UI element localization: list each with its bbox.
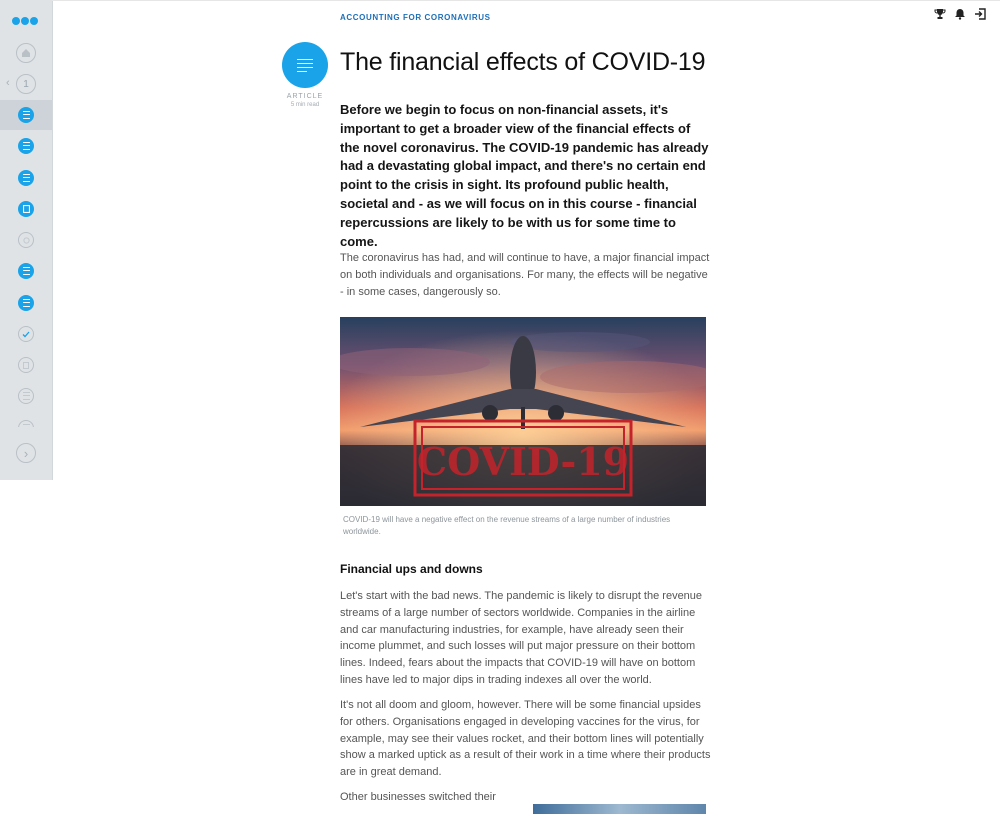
page-title: The financial effects of COVID-19 bbox=[340, 48, 706, 76]
section-heading: Financial ups and downs bbox=[340, 562, 483, 576]
article-icon bbox=[18, 107, 34, 123]
airplane-covid-illustration bbox=[340, 317, 706, 506]
article-icon bbox=[18, 263, 34, 279]
sidebar-item-article-7[interactable] bbox=[0, 413, 52, 427]
article-hero-image bbox=[340, 317, 706, 506]
sidebar-item-article-5[interactable] bbox=[0, 288, 52, 318]
sidebar-item-article-1[interactable] bbox=[0, 100, 52, 130]
header-divider bbox=[52, 0, 1000, 1]
article-intro: The coronavirus has had, and will continue to have, a major financial impact on both individuals and organisations. For many, the effects will be negative - in some cases, dangerously so. bbox=[340, 252, 710, 298]
article-lead: Before we begin to focus on non-financial assets, it's important to get a broader view of the financial effects of the novel coronavirus. The COVID-19 pandemic has already had a devastating global impact, and there's no certain end point to the crisis in sight. Its profound public health, societal and - as we will focus on in this course - financial repercussions are likely to be with us for some time to come. bbox=[340, 102, 709, 249]
covid-stamp-text: COVID-19 bbox=[416, 439, 630, 484]
module-number-indicator[interactable]: 1 bbox=[16, 74, 36, 94]
quiz-icon bbox=[18, 232, 34, 248]
sidebar-item-article-2[interactable] bbox=[0, 131, 52, 161]
image-caption: COVID-19 will have a negative effect on the revenue streams of a large number of industries worldwide. bbox=[343, 515, 671, 536]
chevron-right-icon[interactable]: › bbox=[16, 443, 36, 463]
article-icon bbox=[18, 388, 34, 404]
sidebar-item-document-2[interactable] bbox=[0, 350, 52, 380]
document-icon bbox=[18, 357, 34, 373]
article-paragraph: Other businesses switched their bbox=[340, 791, 496, 803]
trophy-icon[interactable] bbox=[934, 8, 946, 22]
article-type-icon bbox=[282, 42, 328, 88]
article-paragraph: It's not all doom and gloom, however. There will be some financial upsides for others. Organisations engaged in developing vaccines for the virus, for example, may see their values rocket, and their bottom lines will potentially show a marked uptick as a result of their work in a time where their products are in great demand. bbox=[340, 699, 711, 779]
home-icon[interactable] bbox=[16, 43, 36, 63]
header-actions bbox=[934, 8, 986, 22]
article-icon bbox=[18, 138, 34, 154]
checkmark-icon bbox=[18, 326, 34, 342]
sidebar-item-article-4[interactable] bbox=[0, 256, 52, 286]
chevron-left-icon[interactable]: ‹ bbox=[6, 77, 10, 89]
sidebar-item-quiz[interactable] bbox=[0, 225, 52, 255]
document-icon bbox=[18, 201, 34, 217]
article-icon bbox=[18, 170, 34, 186]
article-icon bbox=[18, 295, 34, 311]
bell-icon[interactable] bbox=[954, 8, 966, 22]
article-icon bbox=[18, 420, 34, 427]
breadcrumb[interactable]: ACCOUNTING FOR CORONAVIRUS bbox=[340, 13, 491, 22]
logout-icon[interactable] bbox=[974, 8, 986, 22]
article-type-label: ARTICLE bbox=[286, 93, 324, 100]
sidebar-item-article-3[interactable] bbox=[0, 163, 52, 193]
read-time: 5 min read bbox=[290, 102, 320, 108]
inline-article-image bbox=[533, 804, 706, 814]
article-paragraph: Let's start with the bad news. The pandemic is likely to disrupt the revenue streams of a large number of sectors worldwide. Companies in the airline and car manufacturing industries, for example, have already seen their income plummet, and such losses will put major pressure on their bottom lines. Indeed, fears about the impacts that COVID-19 will have on bottom lines have led to major dips in trading indexes all over the world. bbox=[340, 590, 703, 686]
sidebar-item-document[interactable] bbox=[0, 194, 52, 224]
app-logo[interactable] bbox=[12, 12, 40, 22]
course-sidebar bbox=[0, 0, 53, 480]
sidebar-item-article-6[interactable] bbox=[0, 381, 52, 411]
sidebar-item-check[interactable] bbox=[0, 319, 52, 349]
